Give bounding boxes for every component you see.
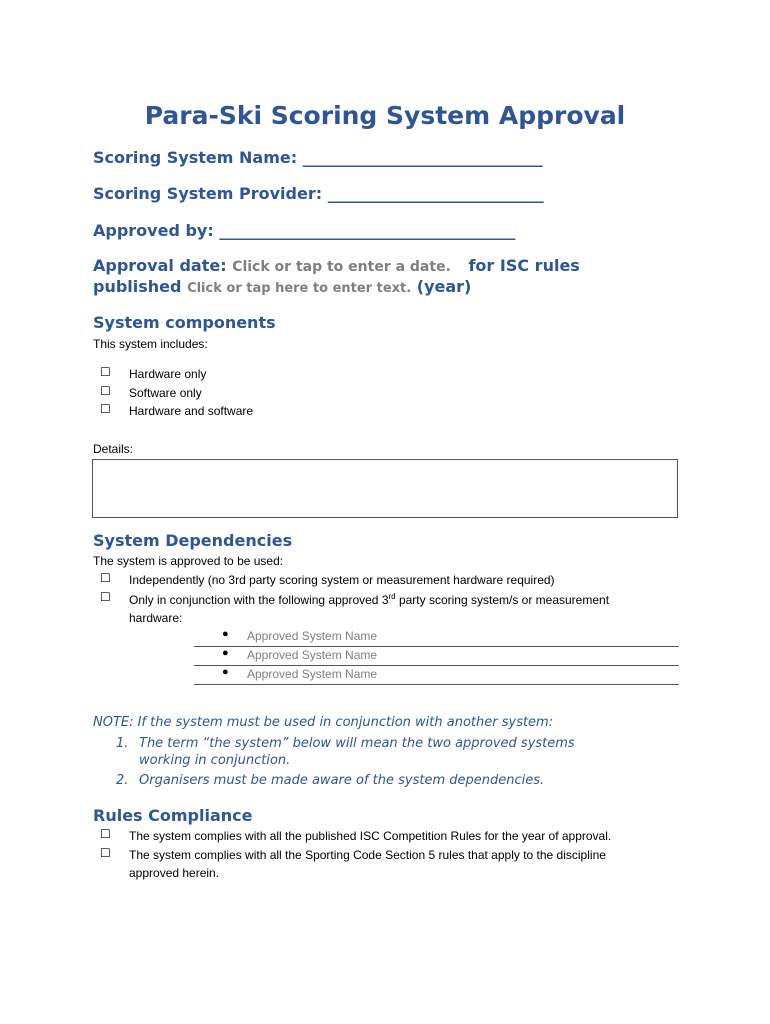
conjunction-checkbox[interactable]: ☐ bbox=[100, 590, 111, 604]
note-item-text: The term “the system” below will mean the two approved systems bbox=[139, 736, 575, 751]
software-only-checkbox[interactable]: ☐ bbox=[100, 384, 111, 398]
isc-rules-text: for ISC rules bbox=[468, 256, 580, 275]
bullet-icon: ● bbox=[222, 647, 229, 659]
system-components-heading: System components bbox=[93, 313, 276, 332]
hardware-and-software-label: Hardware and software bbox=[129, 404, 254, 418]
sporting-code-label-line2: approved herein. bbox=[129, 866, 220, 880]
approved-system-name: Approved System Name bbox=[247, 629, 378, 643]
note-item-number: 2. bbox=[116, 773, 129, 788]
rules-compliance-heading: Rules Compliance bbox=[93, 806, 253, 825]
hardware-only-label: Hardware only bbox=[129, 367, 207, 381]
scoring-system-name-label: Scoring System Name: bbox=[93, 148, 298, 167]
published-text: published bbox=[93, 277, 182, 296]
approved-system-row[interactable] bbox=[194, 666, 679, 685]
components-intro: This system includes: bbox=[93, 337, 208, 351]
note-item-number: 1. bbox=[116, 736, 129, 751]
approval-date-picker[interactable]: Click or tap to enter a date. bbox=[232, 259, 451, 275]
approved-by-field[interactable]: _____________________________________ bbox=[219, 221, 516, 240]
approval-date-label: Approval date: bbox=[93, 256, 227, 275]
independently-checkbox[interactable]: ☐ bbox=[100, 571, 111, 585]
conjunction-label-part2: party scoring system/s or measurement bbox=[395, 593, 610, 607]
approved-system-name: Approved System Name bbox=[247, 648, 378, 662]
software-only-label: Software only bbox=[129, 386, 202, 400]
scoring-system-name-field[interactable]: ______________________________ bbox=[302, 148, 543, 167]
conjunction-label-part1: Only in conjunction with the following approved 3 bbox=[129, 593, 389, 607]
scoring-system-provider-row bbox=[93, 184, 544, 203]
note-intro: NOTE: If the system must be used in conjunction with another system: bbox=[93, 715, 554, 730]
sporting-code-label: The system complies with all the Sporting Code Section 5 rules that apply to the discipline bbox=[129, 848, 606, 862]
approved-system-row[interactable] bbox=[194, 647, 679, 666]
note-item-text: Organisers must be made aware of the system dependencies. bbox=[139, 773, 545, 788]
details-label: Details: bbox=[93, 442, 134, 456]
bullet-icon: ● bbox=[222, 666, 229, 678]
independently-label: Independently (no 3rd party scoring system or measurement hardware required) bbox=[129, 573, 555, 587]
details-textbox[interactable] bbox=[92, 459, 678, 518]
approved-by-label: Approved by: bbox=[93, 221, 214, 240]
page-title: Para-Ski Scoring System Approval bbox=[144, 101, 626, 130]
isc-rules-checkbox[interactable]: ☐ bbox=[100, 827, 111, 841]
hardware-and-software-checkbox[interactable]: ☐ bbox=[100, 402, 111, 416]
approved-by-row bbox=[93, 221, 515, 240]
scoring-system-name-row bbox=[93, 148, 543, 167]
note-item-text-continued: working in conjunction. bbox=[139, 753, 291, 768]
year-input[interactable]: Click or tap here to enter text. bbox=[187, 281, 412, 296]
bullet-icon: ● bbox=[222, 628, 229, 640]
approved-system-row[interactable] bbox=[194, 628, 679, 647]
conjunction-label-line2: hardware: bbox=[129, 611, 183, 625]
sporting-code-checkbox[interactable]: ☐ bbox=[100, 846, 111, 860]
approved-system-name: Approved System Name bbox=[247, 667, 378, 681]
system-dependencies-heading: System Dependencies bbox=[93, 531, 293, 550]
isc-rules-label: The system complies with all the published ISC Competition Rules for the year of approval. bbox=[129, 829, 612, 843]
hardware-only-checkbox[interactable]: ☐ bbox=[100, 365, 111, 379]
approval-date-row bbox=[93, 256, 580, 275]
scoring-system-provider-label: Scoring System Provider: bbox=[93, 184, 323, 203]
published-year-row bbox=[93, 277, 471, 296]
scoring-system-provider-field[interactable]: ___________________________ bbox=[327, 184, 544, 203]
ordinal-suffix: rd bbox=[388, 592, 396, 601]
conjunction-label bbox=[129, 592, 609, 607]
year-text: (year) bbox=[416, 277, 472, 296]
dependencies-intro: The system is approved to be used: bbox=[93, 554, 284, 568]
